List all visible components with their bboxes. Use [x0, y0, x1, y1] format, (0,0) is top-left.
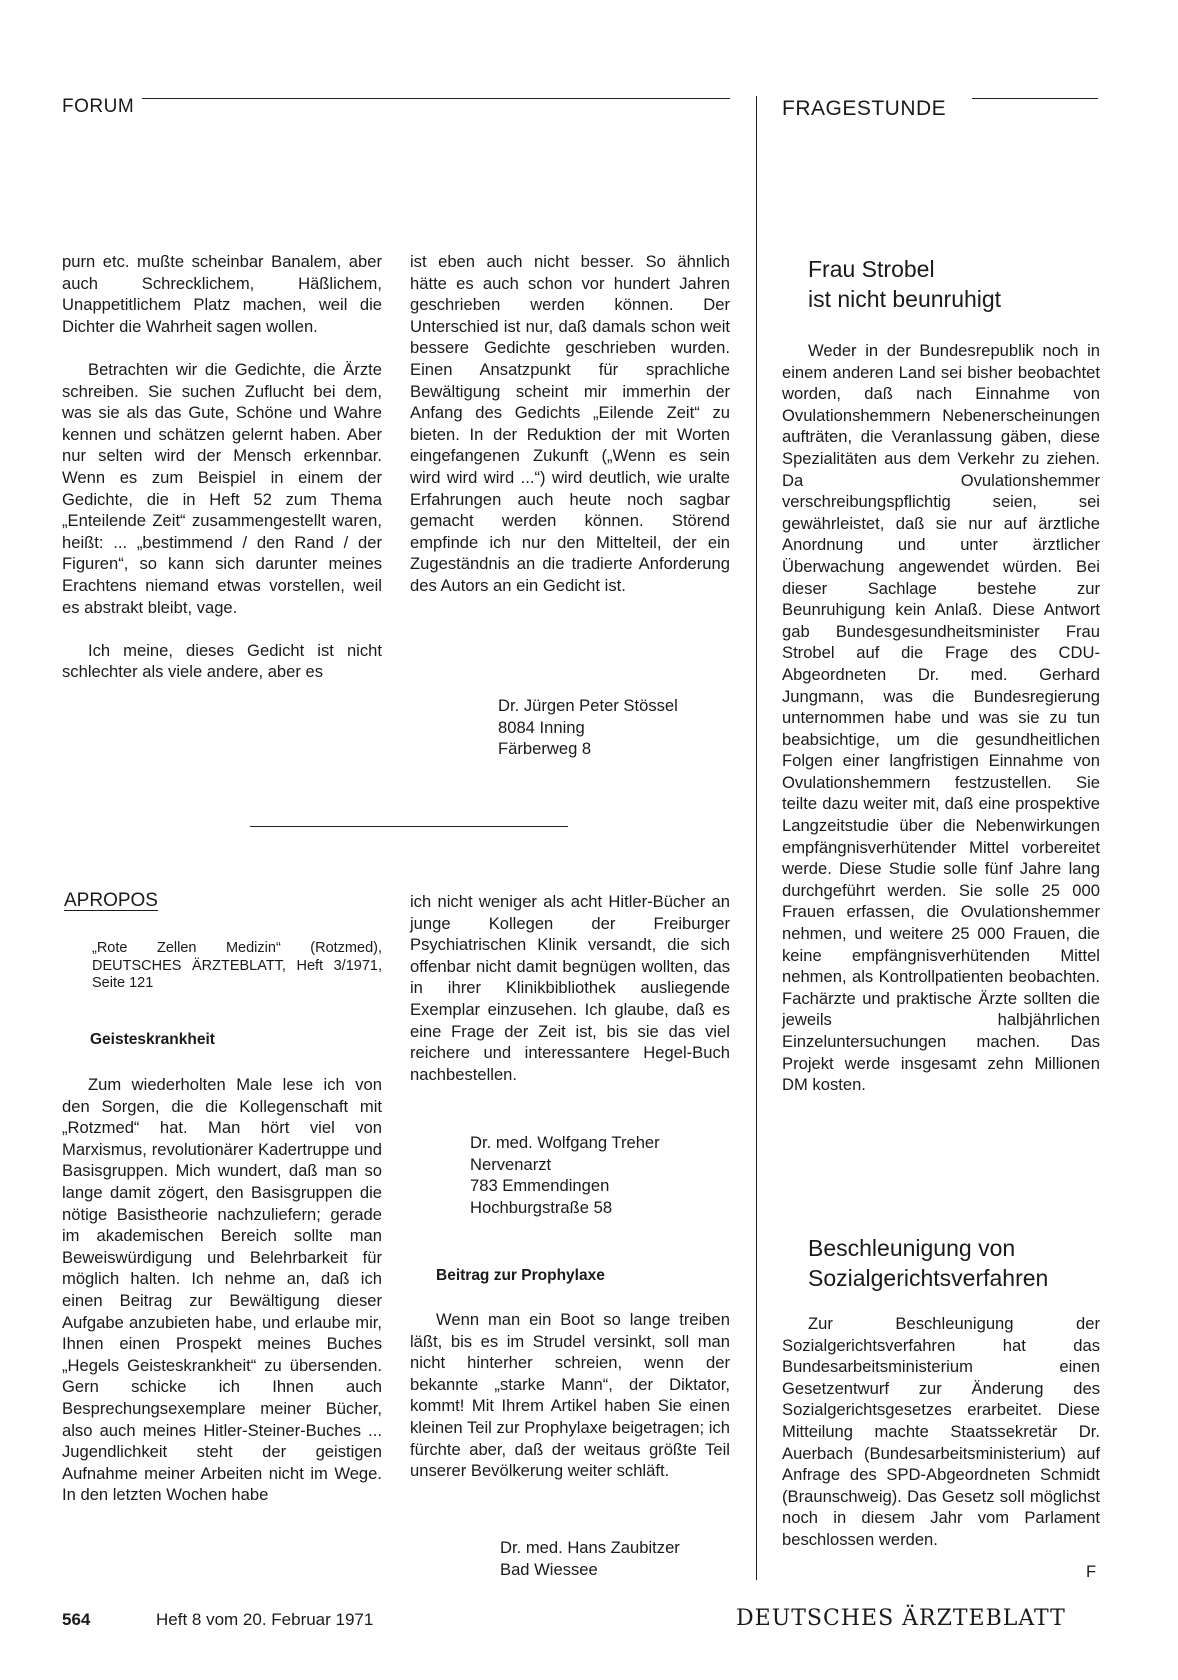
signature-line: 783 Emmendingen	[470, 1176, 610, 1196]
article-title-line: Frau Strobel	[808, 256, 935, 282]
apropos-letter2-body: Wenn man ein Boot so lange treiben läßt, bis es im Strudel versinkt, soll man nicht hinterher schreien, wenn der bekannte „starke Mann“, der Diktator, kommt! Mit Ihrem Artikel haben Sie einen kleinen Teil zur Prophylaxe beigetragen; ich fürchte aber, daß der weitaus größte Teil unserer Bevölkerung weiter schläft.	[410, 1310, 730, 1481]
forum-paragraph: Ich meine, dieses Gedicht ist nicht schlechter als viele andere, aber es	[62, 640, 382, 682]
section-label-forum: FORUM	[62, 96, 135, 117]
page-number: 564	[62, 1610, 91, 1629]
issue-info: Heft 8 vom 20. Februar 1971	[156, 1610, 374, 1629]
article-body: Zur Beschleunigung der Sozialgerichtsverfahren hat das Bundesarbeitsministerium einen Gesetzentwurf zur Änderung des Sozialgerichtsgesetzes erarbeitet. Diese Mitteilung machte Staatssekretär Dr. Auerbach (Bundesarbeitsministerium) auf Anfrage des SPD-Abgeordneten Schmidt (Braunschweig). Das Gesetz soll möglichst noch in diesem Jahr vom Parlament beschlossen werden.	[782, 1314, 1100, 1549]
letter-title: Geisteskrankheit	[90, 1031, 215, 1048]
signature-line: Dr. Jürgen Peter Stössel	[498, 696, 678, 715]
forum-column-2	[410, 251, 730, 597]
signature-line: Dr. med. Wolfgang Treher	[470, 1133, 660, 1152]
header-rule-right	[972, 98, 1098, 99]
forum-signature	[498, 695, 678, 760]
apropos-heading: APROPOS	[64, 890, 158, 911]
column-divider	[756, 96, 757, 1580]
signature-line: Hochburgstraße 58	[470, 1197, 613, 1217]
article-body: Weder in der Bundesrepublik noch in einem anderen Land sei bisher beobachtet worden, daß nach Einnahme von Ovulationshemmern Nebenerscheinungen aufträten, die Veranlassung gäben, diese Spezialitäten aus dem Verkehr zu ziehen. Da Ovulationshemmer verschreibungspflichtig seien, sei gewährleistet, daß sie nur auf ärztliche Anordnung und unter ärztlicher Überwachung angewendet würden. Bei dieser Sachlage bestehe zur Beunruhigung kein Anlaß. Diese Antwort gab Bundesgesundheitsminister Frau Strobel auf die Frage des CDU-Abgeordneten Dr. med. Gerhard Jungmann, was die Bundesregierung unternommen habe und was sie zu tun beabsichtige, um die gesundheitlichen Folgen einer langfristigen Einnahme von Ovulationshemmern festzustellen. Sie teilte dazu weiter mit, daß eine prospektive Langzeitstudie über die Nebenwirkungen empfängnisverhütender Mittel vorbereitet werde. Diese Studie solle fünf Jahre lang durchgeführt werden. Sie solle 25 000 Frauen erfassen, die Ovulationshemmer nehmen, und weitere 25 000 Frauen, die keine empfängnisverhütenden Mittel nehmen, als Kontrollpatienten beobachten. Fachärzte und praktische Ärzte sollten die jeweils halbjährlichen Einzeluntersuchungen machen. Das Projekt werde insgesamt zehn Millionen DM kosten.	[782, 341, 1100, 1095]
signature-line: Nervenarzt	[470, 1154, 552, 1174]
article-title	[808, 254, 1001, 314]
apropos-letter1-column-2: ich nicht weniger als acht Hitler-Bücher an junge Kollegen der Freiburger Psychiatrischen Klinik versandt, die sich offenbar nicht damit begnügen wollten, das in ihrer Klinikbibliothek ausliegende Exemplar einzusehen. Ich glaube, daß es eine Frage der Zeit ist, bis sie das viel reichere und interessantere Hegel-Buch nachbestellen.	[410, 892, 730, 1084]
article-title-line: ist nicht beunruhigt	[808, 286, 1002, 312]
signature-line: Dr. med. Hans Zaubitzer	[500, 1538, 680, 1557]
letter2-signature	[500, 1537, 680, 1580]
publication-name: DEUTSCHES ÄRZTEBLATT	[736, 1606, 1066, 1631]
signature-line: Bad Wiessee	[500, 1559, 598, 1579]
apropos-letter1-column-1: Zum wiederholten Male lese ich von den Sorgen, die die Kollegenschaft mit „Rotzmed“ hat. Man hört viel von Marxismus, revolutionärer Kadertruppe und Basisgruppen. Mich wundert, daß man so lange damit zögert, den Basisgruppen die nötige Basistheorie nachzuliefern; gerade im akademischen Bereich sollte man Beweiswürdigung und Belehrbarkeit für möglich halten. Ich nehme an, daß ich einen Beitrag zur Bewältigung dieser Aufgabe anzubieten habe, und erlaube mir, Ihnen einen Prospekt meines Buches „Hegels Geisteskrankheit“ zu übersenden. Gern schicke ich Ihnen auch Besprechungsexemplare meiner Bücher, also auch meines Hitler-Steiner-Buches ... Jugendlichkeit steht der geistigen Aufnahme meiner Arbeiten nicht im Wege. In den letzten Wochen habe	[62, 1075, 382, 1505]
forum-paragraph: purn etc. mußte scheinbar Banalem, aber auch Schrecklichem, Häßlichem, Unappetitlichem Platz machen, weil die Dichter die Wahrheit sagen wollen.	[62, 252, 382, 336]
forum-column-1	[62, 251, 382, 683]
article-title	[808, 1233, 1048, 1293]
forum-paragraph: ist eben auch nicht besser. So ähnlich hätte es auch schon vor hundert Jahren geschrieben werden können. Der Unterschied ist nur, daß damals schon weit bessere Gedichte geschrieben wurden. Einen Ansatzpunkt für sprachliche Bewältigung scheint mir immerhin der Anfang des Gedichts „Eilende Zeit“ zu bieten. In der Reduktion der mit Worten eingefangenen Zukunft („Wenn es sein wird wird wird ...“) wird deutlich, wie uralte Erfahrungen auch heute noch sagbar gemacht werden können. Störend empfinde ich nur den Mittelteil, der ein Zugeständnis an die tradierte Anforderung des Autors an ein Gedicht ist.	[410, 252, 730, 595]
forum-paragraph: Betrachten wir die Gedichte, die Ärzte schreiben. Sie suchen Zuflucht bei dem, was sie als das Gute, Schöne und Wahre kennen und schätzen gelernt haben. Aber nur selten wird der Mensch erkennbar. Wenn es zum Beispiel in einem der Gedichte, die in Heft 52 zum Thema „Enteilende Zeit“ zusammengestellt waren, heißt: ... „bestimmend / den Rand / der Figuren“, so kann sich darunter meines Erachtens niemand etwas vorstellen, weil es abstrakt bleibt, vage.	[62, 359, 382, 617]
signature-line: Färberweg 8	[498, 739, 592, 759]
letter1-signature	[470, 1132, 660, 1218]
section-label-fragestunde: FRAGESTUNDE	[782, 97, 947, 120]
header-rule-left	[142, 98, 730, 99]
article-title-line: Sozialgerichtsverfahren	[808, 1265, 1049, 1291]
section-separator	[250, 826, 568, 827]
article-title-line: Beschleunigung von	[808, 1235, 1016, 1261]
letter-title: Beitrag zur Prophylaxe	[436, 1267, 605, 1284]
apropos-citation: „Rote Zellen Medizin“ (Rotzmed), DEUTSCHES ÄRZTEBLATT, Heft 3/1971, Seite 121	[92, 940, 382, 991]
signature-line: 8084 Inning	[498, 717, 585, 737]
article-author-mark: F	[1086, 1562, 1097, 1581]
